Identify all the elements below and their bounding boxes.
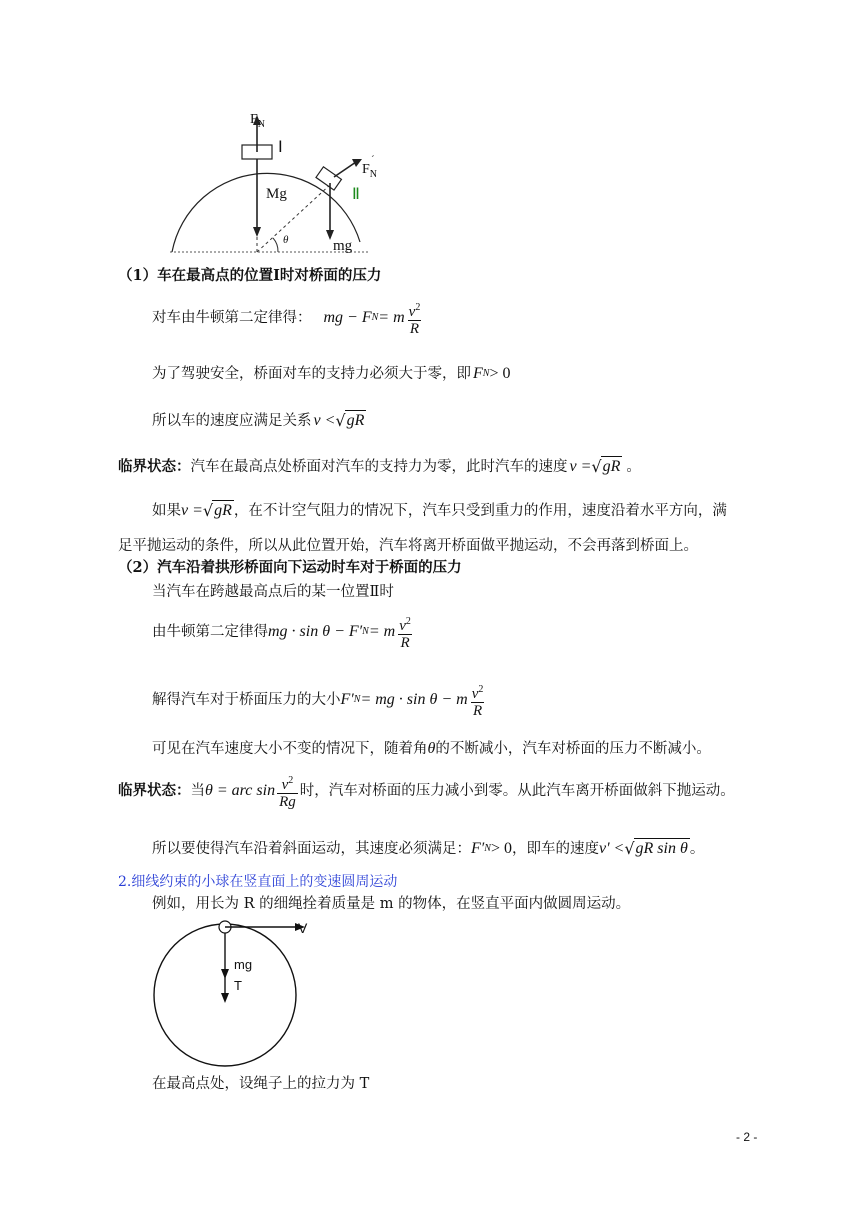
vertical-circle-diagram: [140, 915, 340, 1075]
pressure-equation: 解得汽车对于桥面压力的大小 F′ N = mg · sin θ − m $\frac{v^2}{R}$: [152, 683, 484, 719]
velocity-label: V: [298, 920, 308, 936]
support-force-condition: 为了驾驶安全，桥面对车的支持力必须大于零，即 F N > 0: [152, 365, 511, 382]
car-position-2: [316, 167, 341, 190]
section1-heading: （1）车在最高点的位置Ⅰ时对桥面的压力: [118, 267, 382, 284]
critical-state-2: 临界状态： 当 θ = arc sin $\frac{v^2}{Rg}$ 时，汽车对桥面的压力减小到零。从此汽车离开桥面做斜下抛运动。: [118, 774, 735, 810]
paragraph-1-line-2: 足平抛运动的条件，所以从此位置开始，汽车将离开桥面做平抛运动，不会再落到桥面上。: [118, 538, 698, 554]
page-number: - 2 -: [736, 1130, 758, 1144]
section2-line-1: 当汽车在跨越最高点后的某一位置Ⅱ时: [152, 584, 394, 600]
mg-label: mg: [234, 957, 253, 972]
fn-prime-label: $F_N^´$: [362, 154, 378, 180]
position-2-label: Ⅱ: [352, 186, 360, 203]
rope-ball-line-1: 例如，用长为 R 的细绳拴着质量是 m 的物体，在竖直平面内做圆周运动。: [152, 896, 631, 912]
fn-prime-arrow: [334, 162, 356, 177]
theta-label: θ: [283, 234, 289, 246]
rope-ball-heading: 2.细线约束的小球在竖直面上的变速圆周运动: [118, 874, 398, 890]
section2-heading: （2）汽车沿着拱形桥面向下运动时车对于桥面的压力: [118, 559, 462, 576]
position-1-label: Ⅰ: [278, 139, 283, 156]
newton-equation-2: 由牛顿第二定律得 mg · sin θ − F′ N = m $\frac{v^2}{R}$: [152, 615, 411, 651]
paragraph-1-line-1: 如果 v = √ gR ，在不计空气阻力的情况下，汽车只受到重力的作用，速度沿着水平方向，满: [152, 500, 727, 520]
mg-big-label: Mg: [266, 186, 287, 202]
newton-equation-1: 对车由牛顿第二定律得： mg − F N = m $\frac{v^2}{R}$: [152, 301, 421, 337]
speed-condition-2: 所以要使得汽车沿着斜面运动，其速度必须满足： F′ N > 0 ，即车的速度 v' < √ gR sin θ 。: [152, 838, 705, 858]
tension-label: T: [234, 978, 242, 993]
section2-conclusion: 可见在汽车速度大小不变的情况下，随着角 θ 的不断减小，汽车对桥面的压力不断减小。: [152, 740, 711, 757]
fn-label: $F_N$: [250, 112, 266, 130]
mg-small-label: mg: [333, 238, 353, 254]
speed-condition-1: 所以车的速度应满足关系 v < √ gR: [152, 410, 365, 430]
last-line: 在最高点处，设绳子上的拉力为 T: [152, 1076, 370, 1092]
critical-state-1: 临界状态： 汽车在最高点处桥面对汽车的支持力为零，此时汽车的速度 v = √ gR 。: [118, 456, 641, 476]
